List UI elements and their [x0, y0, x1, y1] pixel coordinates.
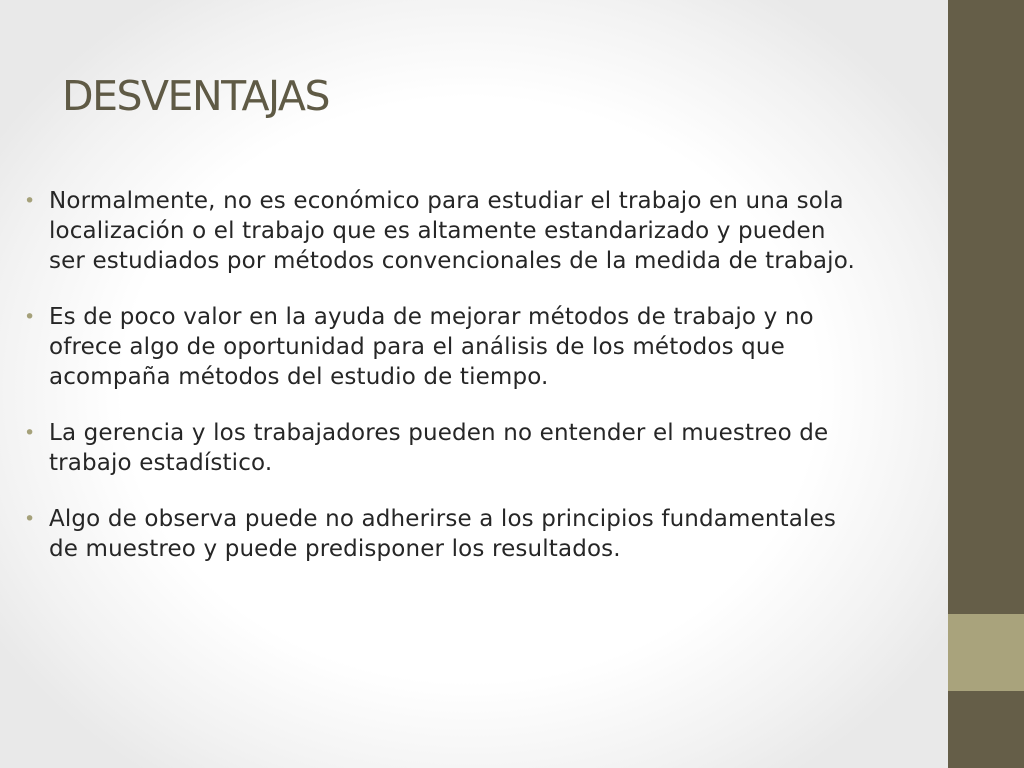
- bullet-dot-icon: •: [24, 422, 36, 444]
- bullet-item: [22, 504, 857, 564]
- bullet-item: [22, 302, 857, 392]
- bullet-text: La gerencia y los trabajadores pueden no entender el muestreo de trabajo estadístico.: [49, 420, 829, 476]
- bullet-list: [22, 186, 857, 564]
- bullet-text: Normalmente, no es económico para estudiar el trabajo en una sola localización o el trabajo que es altamente estandarizado y pueden ser estudiados por métodos convencionales de la medida de trabajo.: [49, 188, 855, 274]
- bullet-text: Es de poco valor en la ayuda de mejorar métodos de trabajo y no ofrece algo de oportunidad para el análisis de los métodos que acompaña métodos del estudio de tiempo.: [49, 304, 814, 390]
- bullet-dot-icon: •: [24, 190, 36, 212]
- bullet-item: [22, 186, 857, 276]
- bullet-dot-icon: •: [24, 508, 36, 530]
- bullet-item: [22, 418, 857, 478]
- bullet-text: Algo de observa puede no adherirse a los principios fundamentales de muestreo y puede predisponer los resultados.: [49, 506, 836, 562]
- side-accent-block: [948, 614, 1024, 691]
- slide-title: DESVENTAJAS: [62, 72, 329, 120]
- bullet-dot-icon: •: [24, 306, 36, 328]
